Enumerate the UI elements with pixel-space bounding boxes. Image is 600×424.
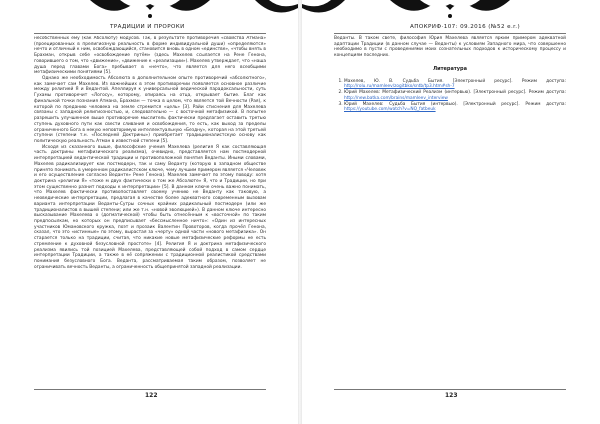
paragraph: Исходя из сказанного выше, философские учения Махелева (религия Я как составляющая часть доктрины метафизического реализма), очевидно, представляется нам постмодерной интерпретацией ведантической традиции и противоположной понятия Веданты. Иными словами, Махелев радикализирует как постмодерн, так и саму Веданту (которую в западном обществе принято понимать в умеренном радикалистском ключе, чему лучшим примером является «Человек и его осуществление согласно Веданте» Рене Генона). Махелев замечает по этому поводу: хотя доктрина «религии Я» «тоже м двух фактически о том же Абсолюте» Я, что и Традиции, но при этом существенно разнит подходы к интерпретации» [5]. В данном ключе очень важно понимать, что Махелев фактически противопоставляет своему учению не Веданту как таковую, а неоведические интерпретации, предлагая в качестве более адекватного современным вызовам варианта интерпретации Веданты-Сутры сочных крайних радикальный постмодерн (или же традиционалистов в вышей степени; или же т.н. «новой эволюцией»). В данном ключе интересно высказывание Махелева о (догматической) чтобы быть отнесённым к «восточной» по таким предпосылкам, но которых он предписывает «бессмысленное ничто»: «Один из интересных участников Юмановского кружка, поэт и прозаик Валентин Провоторов, когда прочёл Генона, сказал, что это «истинные» по этому, вырастая за «черту» одной части «нового метафизика». Он старается только на традиции, считая, что никакие новые метафизические реформы не есть стремление к духовной безусловной простоте» [4]. Религия Я и доктрина метафизического реализма явились той позицией Махелева, представляющей собой подход в самом сердце интерпретации Традиции, а также в её сопряжении с традиционной реалистикой средствами понимания безусловного Бога. Веданта, рассматриваемая таким образом, позволяет не ограничивать вечность Веданты, а ограниченность общепринятой западной реализации. xyxy=(34,144,266,270)
left-ornament-corner xyxy=(255,0,298,22)
right-bottom-rule xyxy=(334,389,566,390)
left-ornament xyxy=(90,0,210,22)
reference-text: Юрий Махелев: Судьба Бытия (интервью). [Электронный ресурс]. Режим доступа: xyxy=(344,101,566,107)
right-ornament-corner xyxy=(302,0,345,22)
reference-text: Юрий Махелев: Метафизический Реализм (интервью). [Электронный ресурс]. Режим доступа: xyxy=(344,90,566,96)
reference-item xyxy=(344,79,566,90)
reference-item xyxy=(344,102,566,113)
right-top-rule xyxy=(334,33,566,34)
left-running-head: ТРАДИЦИИ И ПРОРОКИ xyxy=(110,24,185,30)
reference-link[interactable]: https://youtube.com/watch?v=NQ_fatbeuk xyxy=(344,107,436,113)
left-page-number: 122 xyxy=(145,392,158,399)
reference-link[interactable]: http://new.batka.com/brains/mamleev_interview xyxy=(344,95,448,101)
paragraph: Веданты. В таком свете, философия Юрия Махелева является ярким примером адекватной адаптации Традиции (в данном случае — Веданты) к условиям Западного мира, что совершенно необходимо в пусти с проведениями моих сознательных подходов к историческому процессу и концепциям последних. xyxy=(334,36,566,59)
reference-link[interactable]: http://rolu.ru/mamleev/zogitbko/sntb/tp3.htm#sh-7 xyxy=(344,84,455,90)
right-text-column xyxy=(334,36,566,113)
left-bottom-rule xyxy=(34,389,266,390)
right-ornament xyxy=(390,0,510,22)
reference-item xyxy=(344,90,566,101)
left-top-rule xyxy=(34,33,266,34)
left-text-column xyxy=(34,36,266,384)
page-gutter xyxy=(298,0,302,424)
paragraph: несобственных ему (как Абсолюту) модусов. Так, в результате противоречия «свойства Атмана» (проецированных в прелигиозную реальность в форме индивидуальной души) «определяются» нечто и отличный к ним, освобождающийся, становится вновь в одном «единстве», «чтобы внять в Брахман, открыв себе «освобождение путём» (здесь Махелев ссылается на Рене Генона, говорившего о том, что «движение», «движение к «реализации»). Махелев утверждает, что «наша душа перед главами Бога» пребывает в «нечто», что является для него всеобщими метафизическими понятиями [5]. xyxy=(34,36,266,76)
references-heading: Литература xyxy=(432,65,467,72)
reference-text: Махелев, Ю. В. Судьба Бытия. [Электронный ресурс]. Режим доступа: xyxy=(344,78,566,84)
paragraph: Однако же необходимость Абсолюта в дополнительном опыте противоречий «абсолютного», как замечает сам Махелев. Из важнейших в этом противоречии появляется основное различие между религией Я и Ведантой. Апеллируя к универсальной ведической парадоксальности, суть Гухамы противоречит «Логосу», которому, опираясь на отца, открывает бытие. Благ как финальной точки познания Атмана, Брахман — точка в целом, что является той Вечности (Рая), к которой по преданию человека на земле стремится «цель» [3]. Райи стиснения для Махелева связаны с западной религиозностью, и, следовательно — с восточной метафизикой. В попытке разрешить улучшенное выше противоречие мыслитель фактически предлагает оставить третью ступень духовного пути как свести сливания и освобождения, то есть, как выход за пределы ограниченного Бога в некую неповторимую интеллектуальную «Бездну», которая на этой третьей ступени (степени т.н. «Последней Доктрины») приобретает традиционалистскую основу как политическую реальность Атман в известной степени [5]. xyxy=(34,76,266,144)
right-page-number: 123 xyxy=(445,392,458,399)
right-running-head: АПОКРИФ·107: 09.2016 (№52 e.r.) xyxy=(410,24,521,30)
references-list xyxy=(334,79,566,113)
